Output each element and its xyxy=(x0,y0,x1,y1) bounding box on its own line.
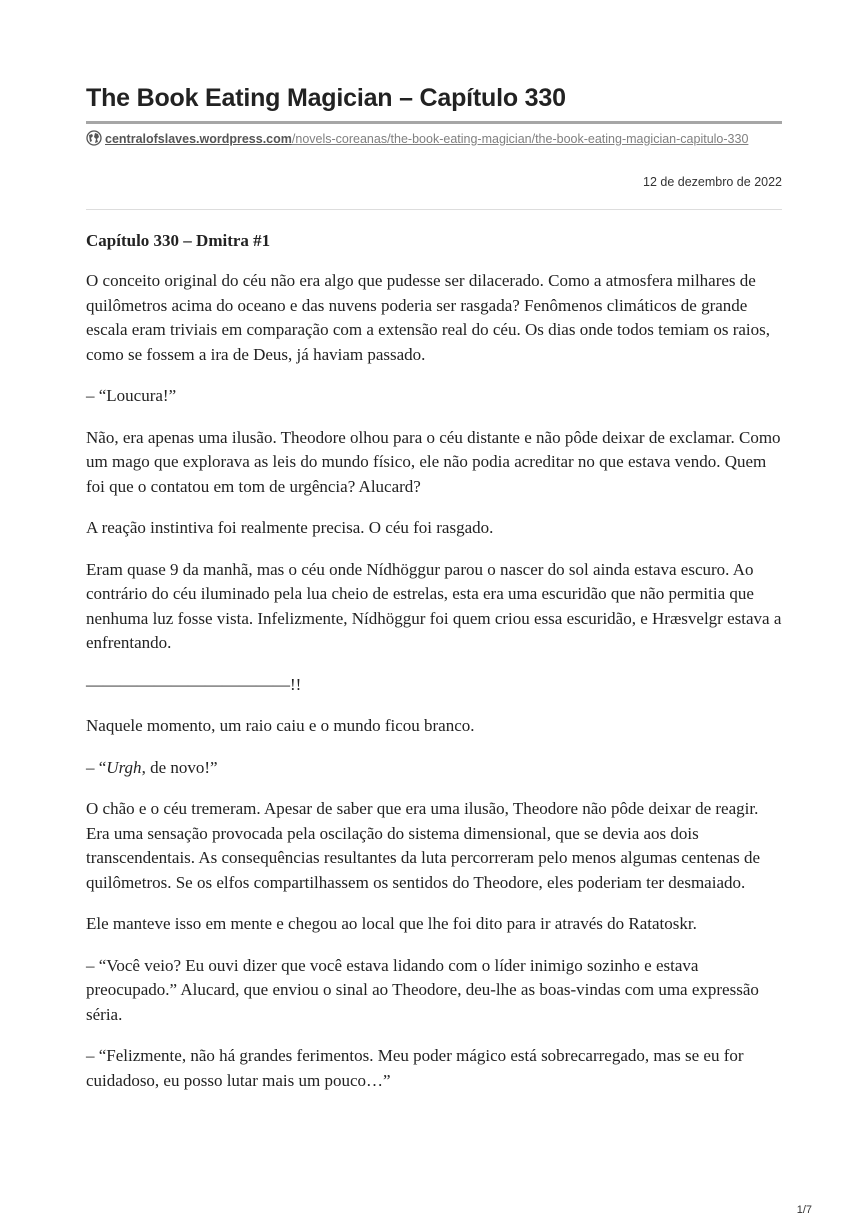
page-number: 1/7 xyxy=(796,1204,812,1216)
paragraph: A reação instintiva foi realmente precisa. O céu foi rasgado. xyxy=(86,518,494,537)
article-body xyxy=(86,229,782,1110)
chapter-heading: Capítulo 330 – Dmitra #1 xyxy=(86,231,271,250)
paragraph-emphasis: Urgh xyxy=(106,757,142,777)
paragraph: Naquele momento, um raio caiu e o mundo ficou branco. xyxy=(86,716,475,735)
title-divider xyxy=(86,121,782,124)
paragraph: – “Loucura!” xyxy=(86,386,177,405)
paragraph: Não, era apenas uma ilusão. Theodore olhou para o céu distante e não pôde deixar de exclamar. Como um mago que explorava as leis do mundo físico, ele não podia acreditar no que estava vendo. Quem foi que o contatou em tom de urgência? Alucard? xyxy=(86,427,781,496)
paragraph: O conceito original do céu não era algo que pudesse ser dilacerado. Como a atmosfera milhares de quilômetros acima do oceano e das nuvens poderia ser rasgada? Fenômenos climáticos de grande escala eram triviais em comparação com a extensão real do céu. Os dias onde todos temiam os raios, como se fossem a ira de Deus, já haviam passado. xyxy=(86,271,771,364)
source-path-link[interactable]: /novels-coreanas/the-book-eating-magician/the-book-eating-magician-capitulo-330 xyxy=(291,132,749,146)
paragraph: – “Felizmente, não há grandes ferimentos. Meu poder mágico está sobrecarregado, mas se eu for cuidadoso, eu posso lutar mais um pouco…” xyxy=(86,1046,744,1090)
header-divider xyxy=(86,209,782,210)
paragraph-text: , de novo!” xyxy=(141,757,218,777)
paragraph-text: – “ xyxy=(86,757,107,777)
source-domain-link[interactable]: centralofslaves.wordpress.com xyxy=(105,132,292,146)
paragraph: – “Você veio? Eu ouvi dizer que você estava lidando com o líder inimigo sozinho e estava preocupado.” Alucard, que enviou o sinal ao Theodore, deu-lhe as boas-vindas com uma expressão séria. xyxy=(86,955,759,1024)
source-url[interactable] xyxy=(86,130,782,148)
paragraph-list xyxy=(86,269,782,1093)
publish-date: 12 de dezembro de 2022 xyxy=(643,175,782,189)
globe-icon xyxy=(86,130,102,146)
paragraph: ————————————!! xyxy=(86,674,302,694)
paragraph: O chão e o céu tremeram. Apesar de saber que era uma ilusão, Theodore não pôde deixar de reagir. Era uma sensação provocada pela oscilação do sistema dimensional, que se devia aos dois transcendentais. As consequências resultantes da luta percorreram pelo menos algumas centenas de quilômetros. Se os elfos compartilhassem os sentidos do Theodore, eles poderiam ter desmaiado. xyxy=(86,799,761,892)
page-title: The Book Eating Magician – Capítulo 330 xyxy=(86,84,566,112)
paragraph: Ele manteve isso em mente e chegou ao local que lhe foi dito para ir através do Ratatoskr. xyxy=(86,914,697,933)
paragraph xyxy=(86,756,782,781)
paragraph: Eram quase 9 da manhã, mas o céu onde Nídhöggur parou o nascer do sol ainda estava escuro. Ao contrário do céu iluminado pela lua cheio de estrelas, esta era uma escuridão que não permitia que nenhuma luz fosse vista. Infelizmente, Nídhöggur foi quem criou essa escuridão, e Hræsvelgr estava a enfrentando. xyxy=(86,559,782,652)
